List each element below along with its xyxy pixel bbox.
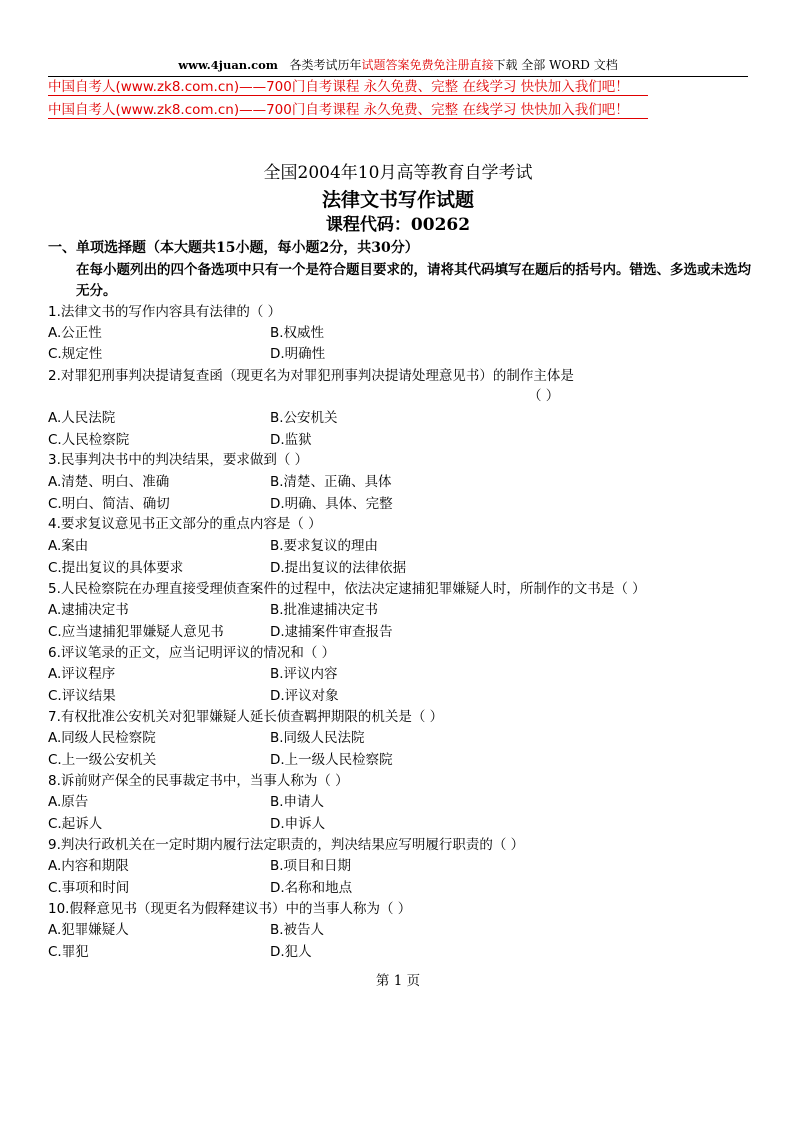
question-stem: 1.法律文书的写作内容具有法律的（ ） (48, 304, 282, 320)
option-b: B.同级人民法院 (270, 730, 365, 746)
option-b: B.申请人 (270, 794, 325, 810)
option-a: A.案由 (48, 538, 89, 554)
section-heading: 一、单项选择题（本大题共15小题，每小题2分，共30分） (48, 240, 419, 256)
option-a: A.逮捕决定书 (48, 602, 129, 618)
option-c: C.提出复议的具体要求 (48, 560, 184, 576)
ad-link[interactable]: 中国自考人(www.zk8.com.cn)——700门自考课程 永久免费、完整 在线学习 快快加入我们吧！ (48, 79, 648, 96)
header-rule (48, 76, 748, 77)
option-d: D.申诉人 (270, 816, 326, 832)
option-b: B.权威性 (270, 325, 325, 341)
answer-parens: （ ） (528, 388, 560, 404)
question-stem: 5.人民检察院在办理直接受理侦查案件的过程中，依法决定逮捕犯罪嫌疑人时，所制作的文书是（ ） (48, 581, 646, 597)
header-text-red: 试题答案免费免注册直接 (361, 58, 494, 72)
option-b: B.项目和日期 (270, 858, 352, 874)
question-stem: 6.评议笔录的正文，应当记明评议的情况和（ ） (48, 645, 336, 661)
option-a: A.人民法院 (48, 410, 116, 426)
question-stem: 10.假释意见书（现更名为假释建议书）中的当事人称为（ ） (48, 901, 412, 917)
option-c: C.应当逮捕犯罪嫌疑人意见书 (48, 624, 224, 640)
option-c: C.评议结果 (48, 688, 116, 704)
option-d: D.明确性 (270, 346, 326, 362)
course-code: 课程代码：00262 (325, 215, 471, 235)
option-b: B.公安机关 (270, 410, 338, 426)
option-a: A.犯罪嫌疑人 (48, 922, 129, 938)
option-b: B.被告人 (270, 922, 325, 938)
question-stem: 7.有权批准公安机关对犯罪嫌疑人延长侦查羁押期限的机关是（ ） (48, 709, 444, 725)
option-c: C.明白、简洁、确切 (48, 496, 170, 512)
option-c: C.上一级公安机关 (48, 752, 157, 768)
option-d: D.犯人 (270, 944, 312, 960)
option-c: C.罪犯 (48, 944, 89, 960)
question-stem: 3.民事判决书中的判决结果，要求做到（ ） (48, 452, 309, 468)
option-c: C.人民检察院 (48, 432, 130, 448)
header-text-b: 下载 全部 WORD 文档 (493, 58, 618, 72)
exam-title: 全国2004年10月高等教育自学考试 (263, 163, 533, 183)
page-number: 第 1 页 (375, 973, 421, 989)
page-header (48, 58, 748, 72)
option-b: B.清楚、正确、具体 (270, 474, 392, 490)
header-text-a: 各类考试历年 (289, 58, 362, 72)
option-b: B.要求复议的理由 (270, 538, 379, 554)
option-d: D.明确、具体、完整 (270, 496, 393, 512)
option-d: D.逮捕案件审查报告 (270, 624, 393, 640)
option-a: A.清楚、明白、准确 (48, 474, 170, 490)
option-d: D.评议对象 (270, 688, 339, 704)
option-a: A.原告 (48, 794, 89, 810)
option-d: D.监狱 (270, 432, 312, 448)
question-stem: 9.判决行政机关在一定时期内履行法定职责的，判决结果应写明履行职责的（ ） (48, 837, 525, 853)
question-stem: 4.要求复议意见书正文部分的重点内容是（ ） (48, 516, 322, 532)
option-c: C.起诉人 (48, 816, 103, 832)
option-b: B.批准逮捕决定书 (270, 602, 379, 618)
option-c: C.规定性 (48, 346, 103, 362)
option-d: D.名称和地点 (270, 880, 353, 896)
section-instruction: 在每小题列出的四个备选项中只有一个是符合题目要求的，请将其代码填写在题后的括号内。错选、多选或未选均无分。 (76, 262, 751, 299)
option-b: B.评议内容 (270, 666, 338, 682)
subject-title: 法律文书写作试题 (321, 189, 474, 211)
option-a: A.内容和期限 (48, 858, 129, 874)
option-d: D.提出复议的法律依据 (270, 560, 407, 576)
option-a: A.公正性 (48, 325, 102, 341)
question-stem: 2.对罪犯刑事判决提请复查函（现更名为对罪犯刑事判决提请处理意见书）的制作主体是 (48, 368, 574, 384)
option-a: A.评议程序 (48, 666, 116, 682)
option-c: C.事项和时间 (48, 880, 130, 896)
option-d: D.上一级人民检察院 (270, 752, 393, 768)
question-stem: 8.诉前财产保全的民事裁定书中，当事人称为（ ） (48, 773, 349, 789)
option-a: A.同级人民检察院 (48, 730, 156, 746)
ad-link[interactable]: 中国自考人(www.zk8.com.cn)——700门自考课程 永久免费、完整 在线学习 快快加入我们吧！ (48, 102, 648, 119)
header-site[interactable]: www.4juan.com (178, 58, 278, 72)
